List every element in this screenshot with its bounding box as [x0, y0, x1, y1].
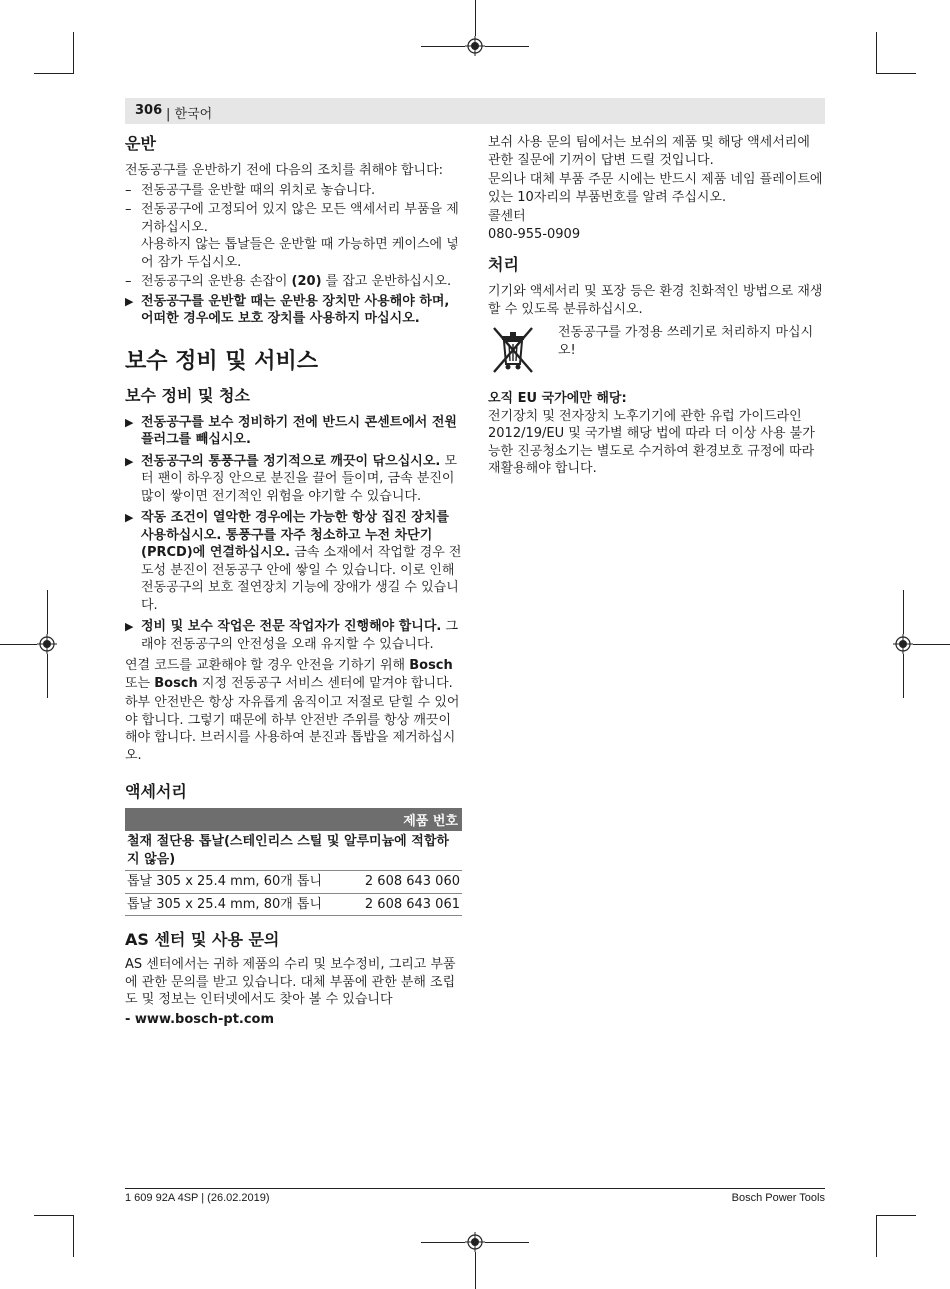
crop-mark — [47, 590, 48, 634]
transport-item-3-text: 전동공구의 운반용 손잡이 — [141, 274, 292, 289]
eu-heading: 오직 EU 국가에만 해당: — [488, 391, 627, 406]
bin-text: 전동공구를 가정용 쓰레기로 처리하지 마십시오! — [558, 325, 814, 358]
crop-mark — [47, 654, 48, 698]
crop-mark — [73, 1215, 74, 1257]
eu-text: 전기장치 및 전자장치 노후기기에 관한 유럽 가이드라인 2012/19/EU 및 국가별 해당 법에 따라 더 이상 사용 불가능한 진공청소기는 별도로 수거하여 환경보호 규정에 따라 재활용해야 합니다. — [488, 408, 815, 476]
transport-item-2-text: – 전동공구에 고정되어 있지 않은 모든 액세서리 부품을 제거하십시오. — [141, 202, 459, 235]
call-center-phone[interactable]: 080-955-0909 — [488, 226, 581, 242]
product-number-header: 제품 번호 — [125, 808, 462, 831]
maintenance-warning-1: ▶ 전동공구를 보수 정비하기 전에 반드시 콘센트에서 전원 플러그를 빼십시오. — [125, 414, 462, 449]
transport-item-3-end: 를 잡고 운반하십시오. — [321, 274, 452, 289]
accessory-name: 톱날 305 x 25.4 mm, 80개 톱니 — [125, 893, 344, 916]
maintenance-warning-4 — [125, 618, 462, 653]
page-number: 306 — [135, 103, 163, 118]
crop-mark — [876, 1215, 877, 1257]
accessory-number: 2 608 643 061 — [344, 893, 462, 916]
registration-mark-icon — [37, 634, 57, 654]
crossed-bin-icon — [488, 324, 538, 376]
footer-divider — [125, 1188, 825, 1189]
brand-bosch-2: Bosch — [154, 675, 198, 691]
table-row — [125, 893, 462, 916]
footer-brand: Bosch Power Tools — [731, 1192, 825, 1204]
crop-mark — [876, 32, 877, 74]
disposal-title: 처리 — [488, 255, 519, 274]
crop-mark — [0, 644, 37, 645]
crop-mark — [876, 1215, 916, 1216]
cord-text-c: 지정 전동공구 서비스 센터에 맡겨야 합니다. — [197, 675, 453, 691]
cord-text-a: 연결 코드를 교환해야 할 경우 안전을 기하기 위해 — [125, 658, 410, 673]
transport-title: 운반 — [125, 134, 156, 153]
footer-document-id: 1 609 92A 4SP | (26.02.2019) — [125, 1192, 270, 1204]
transport-item-2-extra: 사용하지 않는 톱날들은 운반할 때 가능하면 케이스에 넣어 잠가 두십시오. — [141, 237, 459, 270]
maintenance-warning-3-text: 금속 소재에서 작업할 경우 전도성 분진이 전동공구 안에 쌓일 수 있습니다. 이로 인해 전동공구의 보호 절연장치 기능에 장애가 생길 수 있습니다. — [141, 545, 462, 613]
crop-mark — [475, 1252, 476, 1289]
handle-reference: (20) — [291, 274, 322, 289]
maintenance-warning-3-bold: 작동 조건이 열악한 경우에는 가능한 항상 집진 장치를 사용하십시오. 통풍구를 자주 청소하고 누전 차단기(PRCD)에 연결하십시오. — [141, 510, 449, 560]
service-order: 문의나 대체 부품 주문 시에는 반드시 제품 네임 플레이트에 있는 10자리의 부품번호를 알려 주십시오. — [488, 172, 823, 205]
accessory-name: 톱날 305 x 25.4 mm, 60개 톱니 — [125, 871, 344, 894]
transport-item-1: – 전동공구를 운반할 때의 위치로 놓습니다. — [125, 182, 462, 200]
service-title: AS 센터 및 사용 문의 — [125, 930, 280, 949]
crop-mark — [421, 1242, 465, 1243]
disposal-notice — [488, 324, 826, 376]
cord-text-b: 또는 — [125, 675, 155, 691]
maintenance-subtitle: 보수 정비 및 청소 — [125, 385, 250, 405]
transport-item-3 — [125, 273, 462, 291]
crop-mark — [913, 644, 950, 645]
brand-bosch: Bosch — [409, 658, 453, 673]
crop-mark — [903, 654, 904, 698]
maintenance-warning-2 — [125, 453, 462, 506]
maintenance-warning-4-bold: 정비 및 보수 작업은 전문 작업자가 진행해야 합니다. — [141, 619, 442, 634]
crop-mark — [876, 73, 916, 74]
accessories-title: 액세서리 — [125, 782, 187, 801]
maintenance-warning-2-text: 모터 팬이 하우징 안으로 분진을 끌어 들이며, 금속 분진이 많이 쌓이면 전기적인 위험을 야기할 수 있습니다. — [141, 453, 458, 504]
registration-mark-icon — [893, 634, 913, 654]
crop-mark — [421, 46, 465, 47]
crop-mark — [485, 1242, 529, 1243]
left-column — [125, 134, 462, 1030]
service-text: AS 센터에서는 귀하 제품의 수리 및 보수정비, 그리고 부품에 관한 문의를 받고 있습니다. 대체 부품에 관한 분해 조립도 및 정보는 인터넷에서도 찾아 볼 수 있습니다 — [125, 957, 456, 1007]
service-url-link[interactable]: - www.bosch-pt.com — [125, 1011, 275, 1027]
crop-mark — [903, 590, 904, 634]
maintenance-warning-3 — [125, 509, 462, 614]
accessory-group-label: 철재 절단용 톱날(스테인리스 스틸 및 알루미늄에 적합하지 않음) — [125, 831, 462, 871]
crop-mark — [485, 46, 529, 47]
transport-warning: ▶ 전동공구를 운반할 때는 운반용 장치만 사용해야 하며, 어떠한 경우에도 보호 장치를 사용하지 마십시오. — [125, 293, 462, 328]
cord-replacement-paragraph — [125, 657, 462, 692]
page-language: | 한국어 — [166, 107, 213, 122]
maintenance-warning-4-text: 그래야 전동공구의 안전성을 오래 유지할 수 있습니다. — [141, 619, 459, 652]
accessory-number: 2 608 643 060 — [344, 871, 462, 894]
table-row — [125, 871, 462, 894]
transport-intro: 전동공구를 운반하기 전에 다음의 조치를 취해야 합니다: — [125, 163, 444, 178]
maintenance-warning-2-bold: 전동공구의 통풍구를 정기적으로 깨끗이 닦으십시오. — [141, 453, 441, 469]
registration-mark-icon — [465, 1232, 485, 1252]
guard-paragraph: 하부 안전반은 항상 자유롭게 움직이고 저절로 닫힐 수 있어야 합니다. 그렇기 때문에 하부 안전반 주위를 항상 깨끗이 해야 합니다. 브러시를 사용하여 분진과 톱밥을 제거하십시오. — [125, 695, 460, 763]
accessories-table — [125, 808, 462, 916]
maintenance-title: 보수 정비 및 서비스 — [125, 348, 318, 374]
crop-mark — [475, 0, 476, 36]
crop-mark — [73, 32, 74, 74]
crop-mark — [34, 73, 74, 74]
service-tip: 보쉬 사용 문의 팀에서는 보쉬의 제품 및 해당 액세서리에 관한 질문에 기꺼이 답변 드릴 것입니다. — [488, 135, 810, 168]
transport-item-2 — [125, 201, 462, 271]
disposal-text: 기기와 액세서리 및 포장 등은 환경 친화적인 방법으로 재생할 수 있도록 분류하십시오. — [488, 284, 823, 317]
registration-mark-icon — [465, 36, 485, 56]
crop-mark — [34, 1215, 74, 1216]
page-header-bar — [125, 98, 825, 124]
call-center-label: 콜센터 — [488, 209, 526, 224]
right-column — [488, 134, 826, 480]
